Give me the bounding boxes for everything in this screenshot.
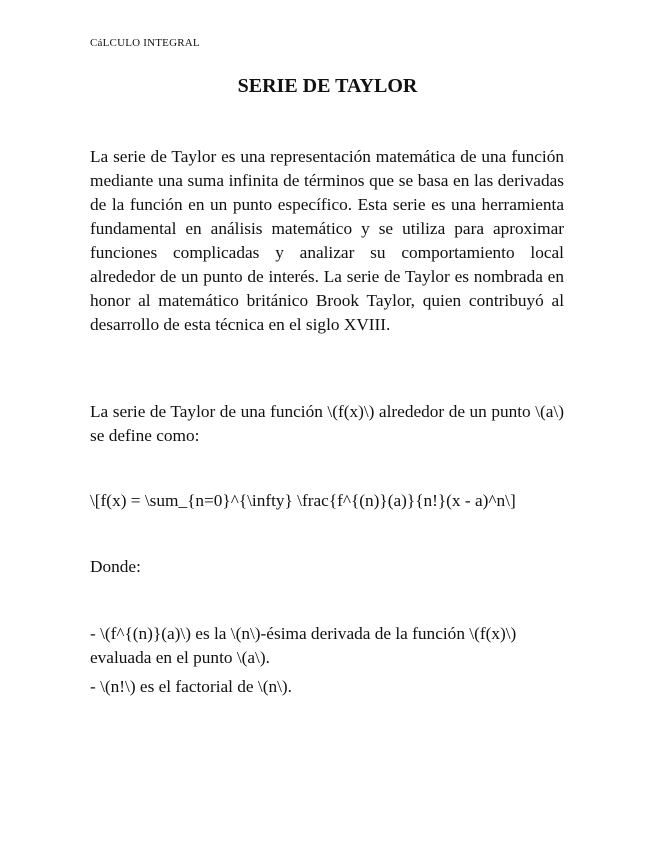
taylor-formula: \[f(x) = \sum_{n=0}^{\infty} \frac{f^{(n)}(a)}{n!}(x - a)^n\] [90, 491, 516, 510]
definition-list [90, 622, 564, 699]
list-item-factorial: - \(n!\) es el factorial de \(n\). [90, 677, 292, 696]
definition-paragraph: La serie de Taylor de una función \(f(x)\) alrededor de un punto \(a\) se define como: [90, 402, 564, 445]
donde-label: Donde: [90, 557, 141, 576]
list-item-derivative: - \(f^{(n)}(a)\) es la \(n\)-ésima derivada de la función \(f(x)\) evaluada en el punto \(a\). [90, 624, 517, 667]
intro-paragraph: La serie de Taylor es una representación matemática de una función mediante una suma infinita de términos que se basa en las derivadas de la función en un punto específico. Esta serie es una herramienta fundamental en análisis matemático y se utiliza para aproximar funciones complicadas y analizar su comportamiento local alrededor de un punto de interés. La serie de Taylor es nombrada en honor al matemático británico Brook Taylor, quien contribuyó al desarrollo de esta técnica en el siglo XVIII. [90, 147, 564, 334]
page-title: SERIE DE TAYLOR [237, 75, 418, 97]
running-header: CáLCULO INTEGRAL [90, 37, 200, 49]
